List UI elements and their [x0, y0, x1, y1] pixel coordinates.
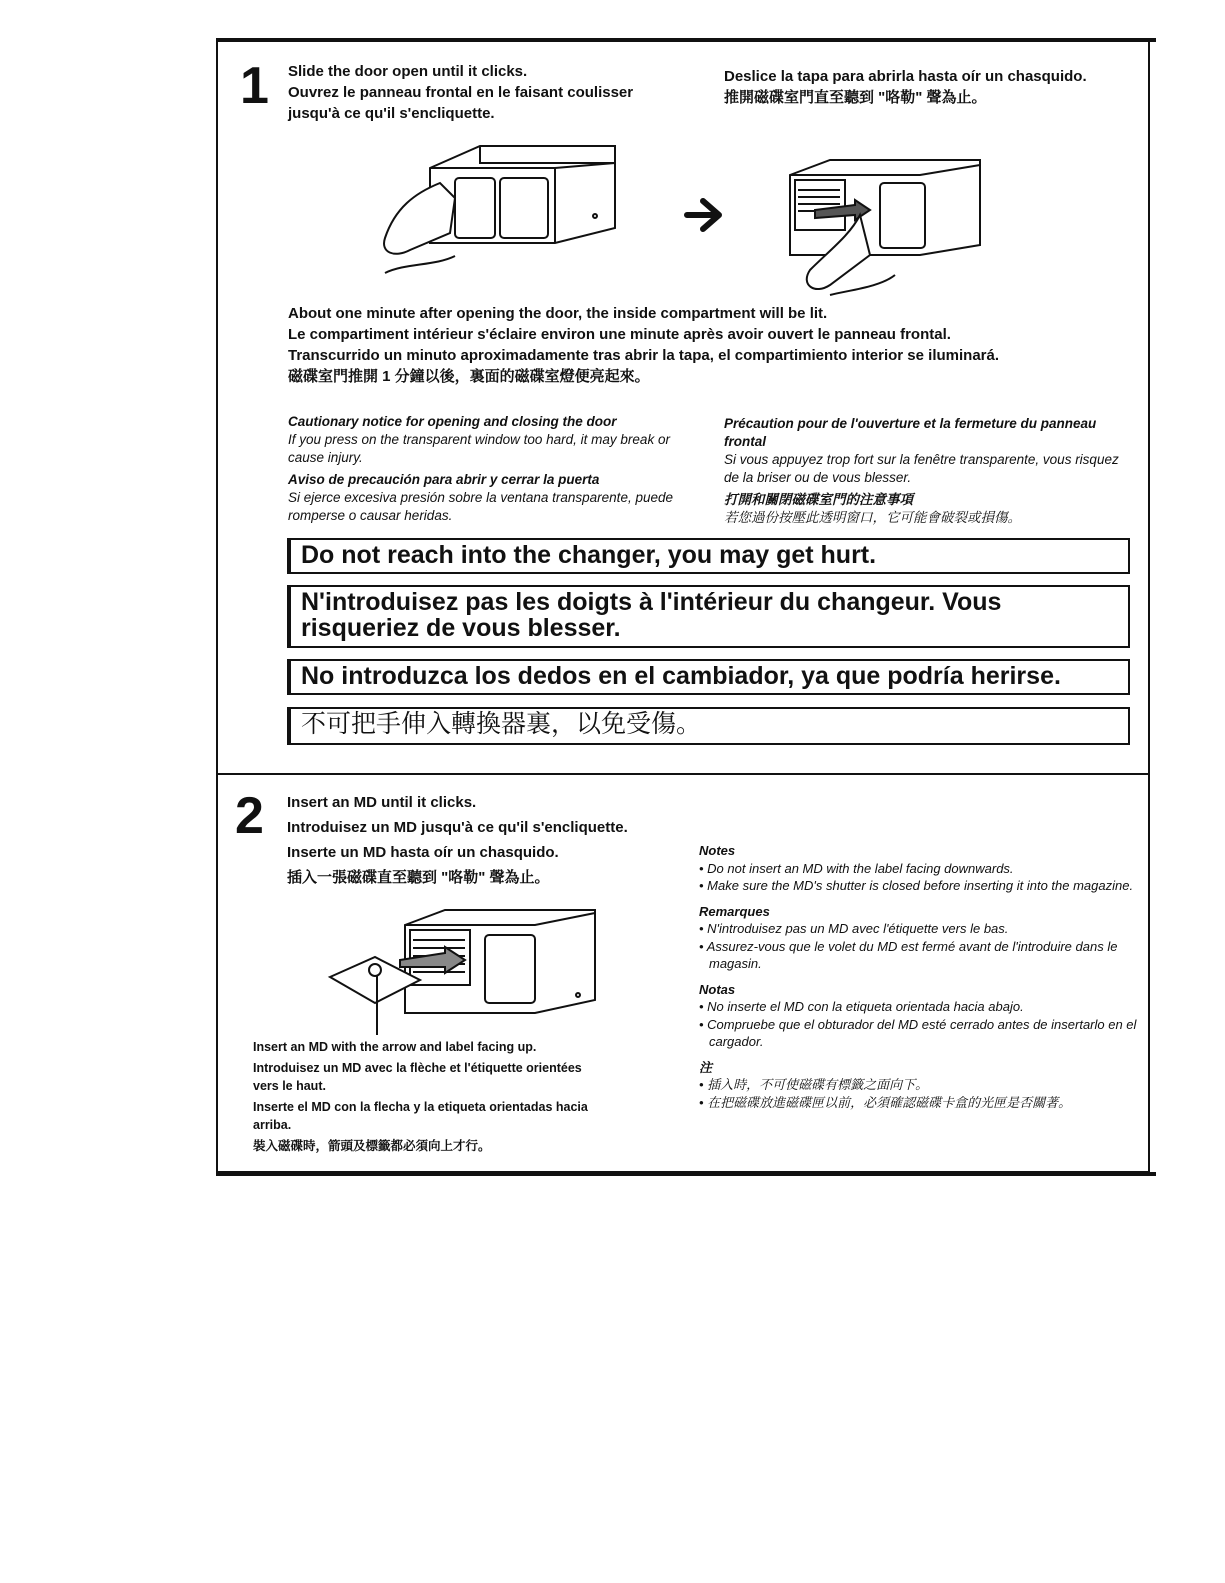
step-1-instructions-left: [288, 61, 678, 124]
caption-en: Insert an MD with the arrow and label facing up.: [253, 1040, 537, 1054]
md-insertion-illustration: [320, 905, 605, 1035]
caution-left: [288, 413, 698, 525]
caution-zh-title: 打開和關閉磁碟室門的注意事項: [724, 492, 913, 507]
notes-en-2: • Make sure the MD's shutter is closed before inserting it into the magazine.: [699, 878, 1134, 893]
notes-block: [699, 842, 1139, 1111]
notes-zh-2: • 在把磁碟放進磁碟匣以前，必須確認磁碟卡盒的光匣是否關著。: [699, 1094, 1072, 1110]
section-divider: [216, 773, 1150, 775]
warning-box-es: No introduzca los dedos en el cambiador, ya que podría herirse.: [287, 659, 1130, 695]
notes-fr-title: Remarques: [699, 903, 770, 919]
notes-es-1: • No inserte el MD con la etiqueta orientada hacia abajo.: [699, 999, 1024, 1014]
caution-fr-body: Si vous appuyez trop fort sur la fenêtre transparente, vous risquez de la briser ou de vous blesser.: [724, 452, 1119, 485]
notes-zh-title: 注: [699, 1059, 713, 1075]
notes-es-title: Notas: [699, 981, 736, 997]
light-info-en: About one minute after opening the door, the inside compartment will be lit.: [288, 305, 828, 322]
warning-box-fr: N'introduisez pas les doigts à l'intérieur du changeur. Vous risqueriez de vous blesser.: [287, 585, 1130, 648]
step-2-instructions: [287, 790, 687, 890]
right-arrow-icon: [683, 195, 727, 235]
warning-box-zh: 不可把手伸入轉換器裏，以免受傷。: [287, 707, 1130, 745]
step-1-number: 1: [240, 57, 269, 115]
light-info-zh: 磁碟室門推開 1 分鐘以後，裏面的磁碟室燈便亮起來。: [288, 368, 650, 385]
caption-es: Inserte el MD con la flecha y la etiqueta orientadas hacia arriba.: [253, 1100, 588, 1132]
caution-right: [724, 415, 1124, 527]
notes-en-title: Notes: [699, 843, 736, 858]
notes-en-1: • Do not insert an MD with the label facing downwards.: [699, 860, 1014, 876]
caution-es-title: Aviso de precaución para abrir y cerrar la puerta: [288, 472, 600, 487]
light-info-es: Transcurrido un minuto aproximadamente tras abrir la tapa, el compartimiento interior se iluminará.: [288, 347, 1000, 364]
step-1-instr-fr: Ouvrez le panneau frontal en le faisant coulisser jusqu'à ce qu'il s'encliquette.: [288, 84, 634, 122]
caption-fr: Introduisez un MD avec la flèche et l'étiquette orientées vers le haut.: [253, 1061, 582, 1093]
step-2-instr-es: Inserte un MD hasta oír un chasquido.: [287, 844, 559, 861]
step-1-instr-zh: 推開磁碟室門直至聽到 "咯勒" 聲為止。: [724, 89, 987, 106]
notes-zh-1: • 插入時，不可使磁碟有標籤之面向下。: [699, 1077, 929, 1092]
changer-door-closed-illustration: [355, 138, 625, 283]
step-1-instr-es: Deslice la tapa para abrirla hasta oír un chasquido.: [724, 68, 1087, 85]
caution-en-body: If you press on the transparent window too hard, it may break or cause injury.: [288, 432, 670, 465]
caution-en-title: Cautionary notice for opening and closing the door: [288, 414, 617, 429]
light-info-fr: Le compartiment intérieur s'éclaire environ une minute après avoir ouvert le panneau frontal.: [288, 326, 951, 343]
md-insertion-caption: [253, 1038, 593, 1155]
caption-zh: 裝入磁碟時，箭頭及標籤都必須向上才行。: [253, 1139, 491, 1153]
step-2-instr-en: Insert an MD until it clicks.: [287, 794, 477, 811]
notes-es-2: • Compruebe que el obturador del MD esté cerrado antes de insertarlo en el cargador.: [699, 1016, 1137, 1049]
warning-box-en: Do not reach into the changer, you may get hurt.: [287, 538, 1130, 574]
caution-zh-body: 若您過份按壓此透明窗口，它可能會破裂或損傷。: [724, 510, 1021, 525]
changer-door-open-illustration: [770, 155, 990, 300]
step-2-number: 2: [235, 787, 264, 845]
light-info-block: [288, 303, 1128, 387]
step-1-instructions-right: [724, 66, 1144, 108]
caution-es-body: Si ejerce excesiva presión sobre la ventana transparente, puede romperse o causar heridas.: [288, 490, 673, 523]
step-1-instr-en: Slide the door open until it clicks.: [288, 63, 528, 80]
caution-fr-title: Précaution pour de l'ouverture et la fermeture du panneau frontal: [724, 416, 1097, 449]
notes-fr-2: • Assurez-vous que le volet du MD est fermé avant de l'introduire dans le magasin.: [699, 938, 1118, 971]
step-2-instr-zh: 插入一張磁碟直至聽到 "咯勒" 聲為止。: [287, 869, 550, 886]
frame-bottom-rule: [216, 1172, 1156, 1176]
step-2-instr-fr: Introduisez un MD jusqu'à ce qu'il s'encliquette.: [287, 819, 628, 836]
notes-fr-1: • N'introduisez pas un MD avec l'étiquette vers le bas.: [699, 921, 1009, 936]
